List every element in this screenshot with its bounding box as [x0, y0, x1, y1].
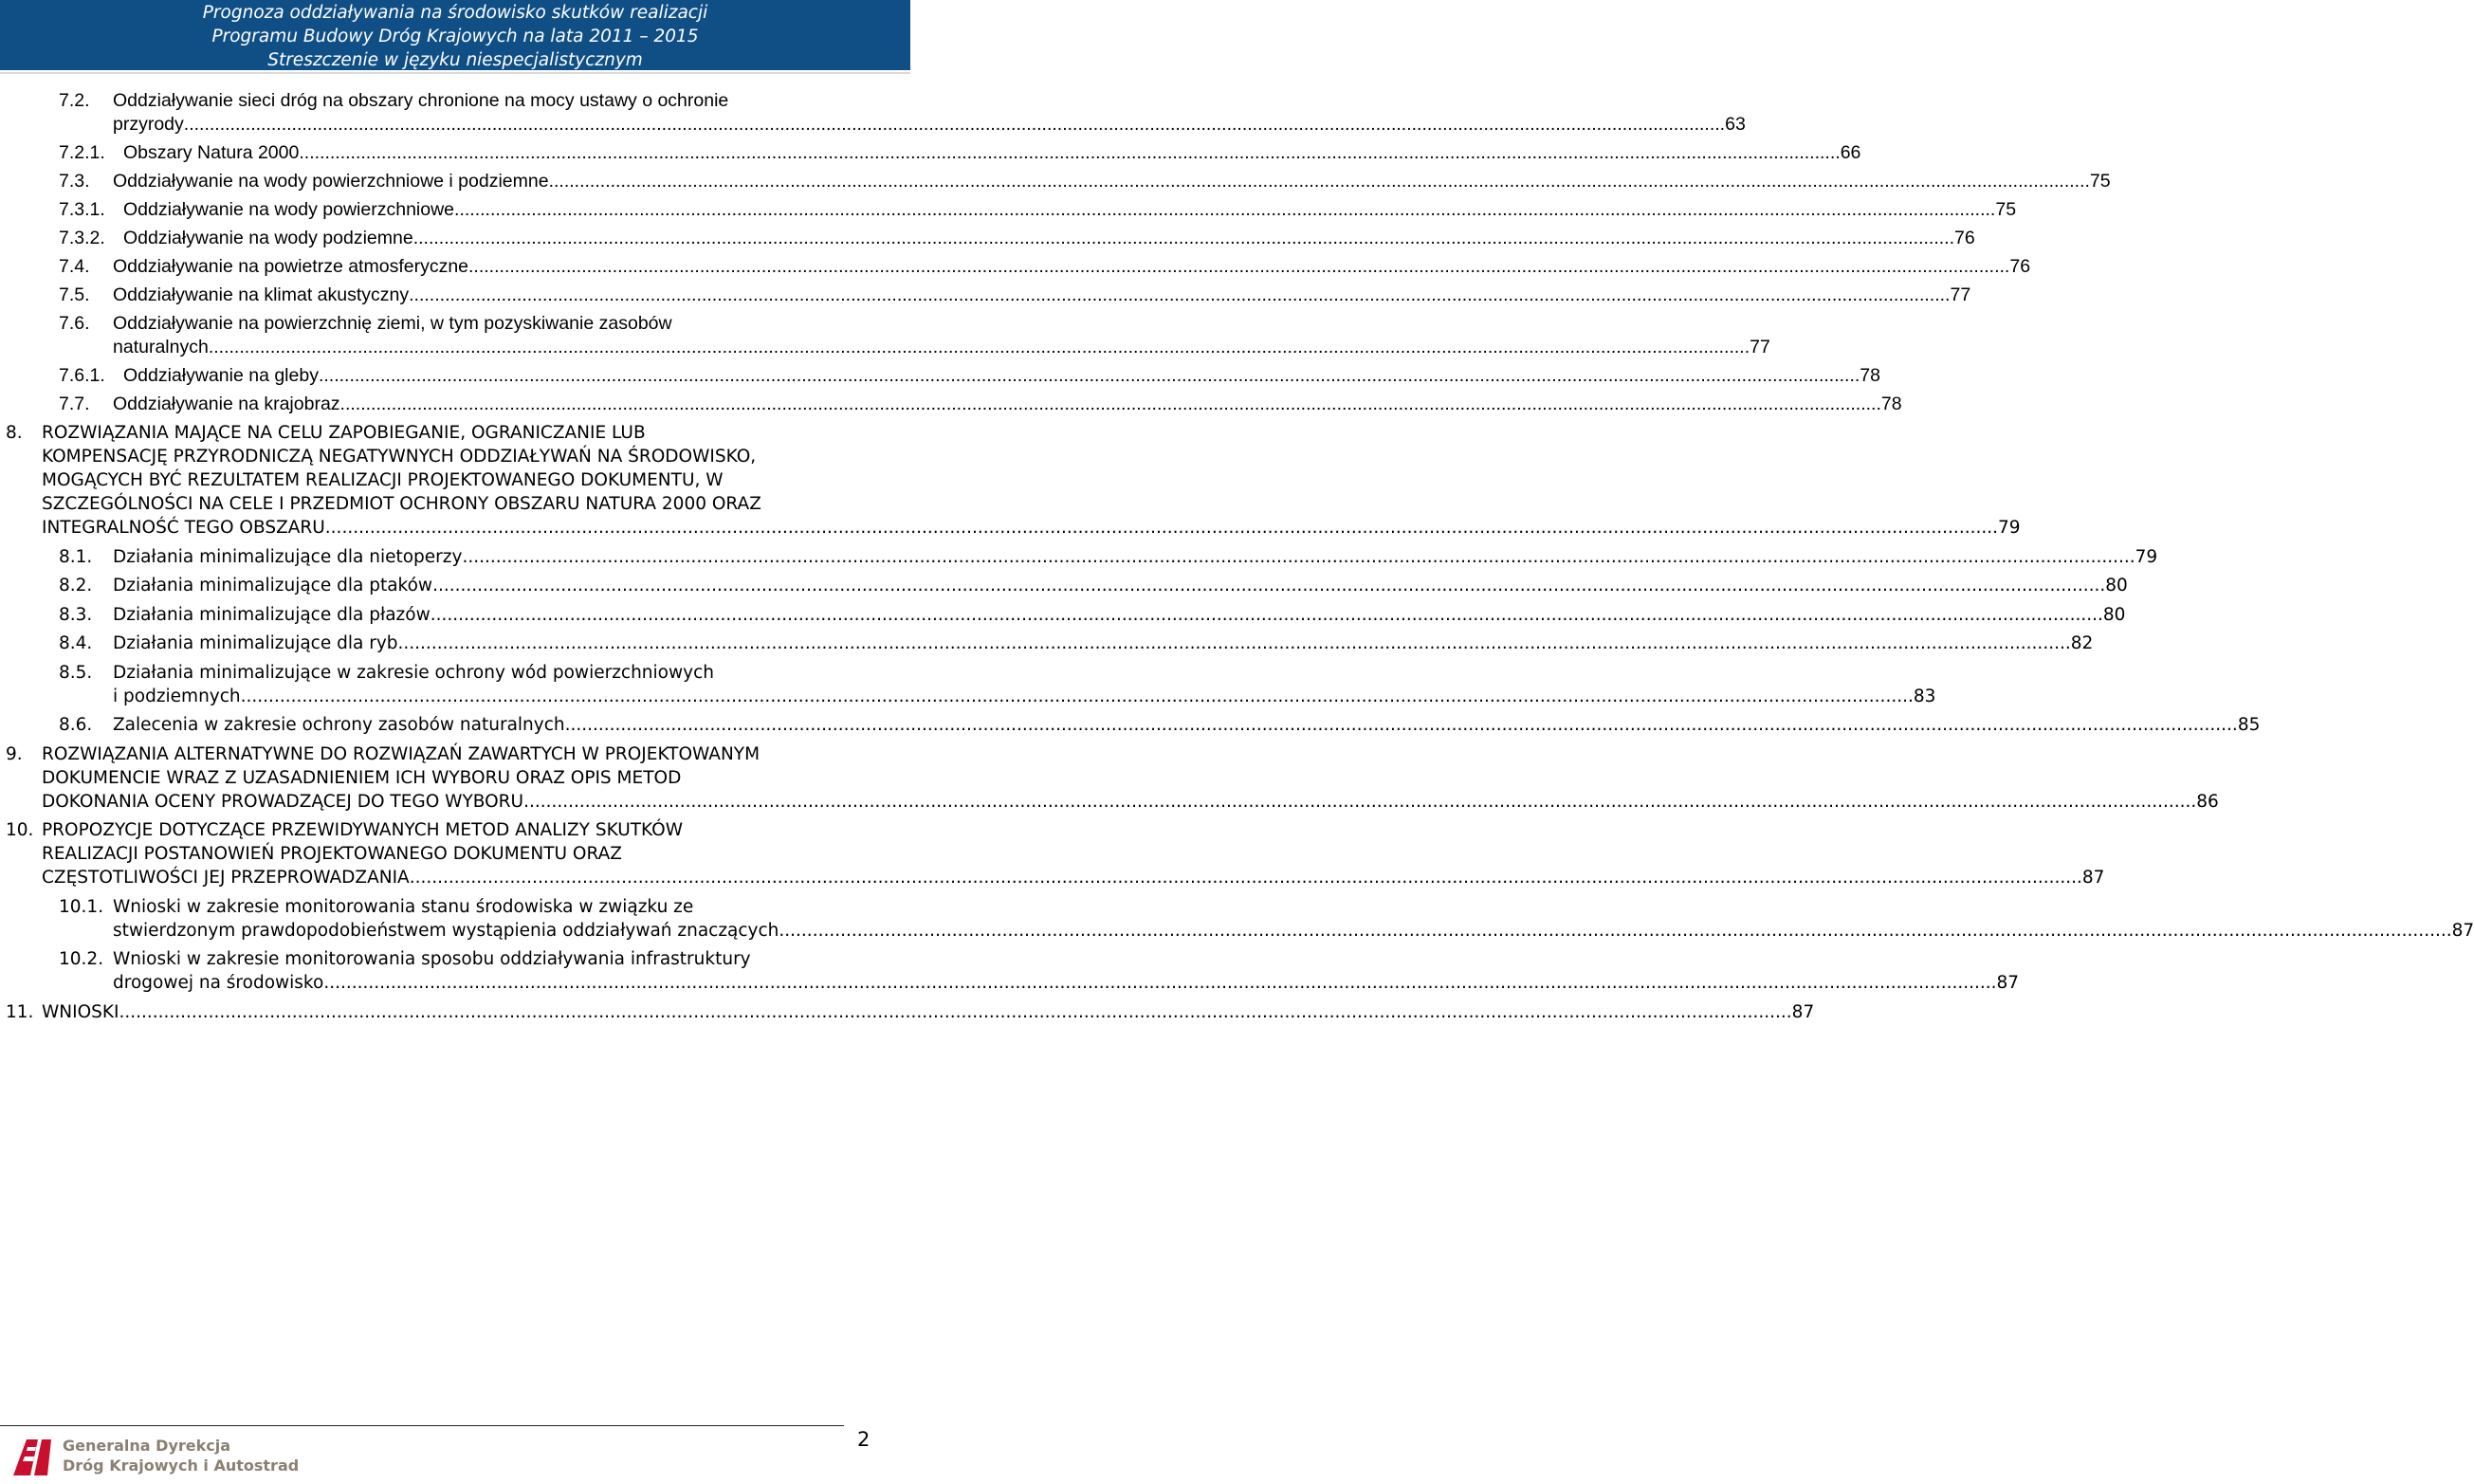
- toc-page-number: 76: [2009, 256, 2031, 277]
- toc-page-number: 79: [2135, 546, 2158, 567]
- toc-entry-title: Oddziaływanie na powietrze atmosferyczne: [113, 256, 469, 277]
- toc-entry-number: 8.4.: [59, 633, 93, 653]
- toc-entry-number: 7.2.1.: [59, 142, 105, 163]
- toc-entry-title: drogowej na środowisko: [113, 973, 324, 993]
- toc-page-number: 87: [1996, 973, 2020, 993]
- toc-entry-title: CZĘSTOTLIWOŚCI JEJ PRZEPROWADZANIA: [42, 868, 410, 888]
- toc-entry-title: SZCZEGÓLNOŚCI NA CELE I PRZEDMIOT OCHRONY OBSZARU NATURA 2000 ORAZ: [42, 494, 761, 514]
- toc-entry-number: 7.2.: [59, 90, 90, 111]
- toc-leader-dots: ............................................................................................................................................................................................................................................................................................................: [432, 576, 2106, 595]
- logo-line-1: Generalna Dyrekcja: [63, 1437, 231, 1455]
- toc-leader-dots: ............................................................................................................................................................................................................................................................................................................: [324, 518, 1998, 538]
- toc-leader-dots: ............................................................................................................................................................................................................................................................................................................: [409, 868, 2082, 888]
- toc-entry-number: 7.6.: [59, 313, 90, 334]
- header-divider: [0, 72, 910, 74]
- toc-entry-title: Wnioski w zakresie monitorowania sposobu oddziaływania infrastruktury: [113, 949, 751, 969]
- toc-leader-dots: ............................................................................................................................................................................................................................................................................................................: [430, 604, 2103, 625]
- toc-entry-title: Działania minimalizujące dla ryb: [113, 633, 398, 653]
- toc-page-number: 66: [1840, 142, 1861, 163]
- toc-entry-title: i podziemnych: [113, 686, 241, 706]
- toc-entry-title: INTEGRALNOŚĆ TEGO OBSZARU: [42, 518, 325, 538]
- toc-entry-number: 8.3.: [59, 604, 93, 625]
- header-title-line-1: Prognoza oddziaływania na środowisko skutków realizacji: [202, 3, 708, 23]
- gddkia-road-icon: [9, 1434, 55, 1479]
- toc-entry-number: 7.6.1.: [59, 365, 105, 386]
- toc-entry-title: Oddziaływanie na gleby: [123, 365, 319, 386]
- toc-leader-dots: ............................................................................................................................................................................................................................................................................................................: [523, 791, 2197, 812]
- toc-page-number: 87: [1791, 1001, 1815, 1022]
- toc-entry-title: Zalecenia w zakresie ochrony zasobów naturalnych: [113, 715, 565, 735]
- toc-entry-number: 7.3.: [59, 171, 90, 192]
- toc-entry-title: DOKONANIA OCENY PROWADZĄCEJ DO TEGO WYBORU: [42, 791, 524, 812]
- toc-entry-title: REALIZACJI POSTANOWIEŃ PROJEKTOWANEGO DOKUMENTU ORAZ: [42, 844, 622, 864]
- toc-entry-number: 9.: [6, 743, 23, 764]
- toc-entry-title: ROZWIĄZANIA ALTERNATYWNE DO ROZWIĄZAŃ ZAWARTYCH W PROJEKTOWANYM: [42, 743, 761, 764]
- toc-entry-title: Działania minimalizujące w zakresie ochrony wód powierzchniowych: [113, 662, 714, 683]
- toc-entry-title: Działania minimalizujące dla nietoperzy: [113, 546, 463, 567]
- toc-leader-dots: ............................................................................................................................................................................................................................................................................................................: [454, 199, 1996, 220]
- toc-leader-dots: ............................................................................................................................................................................................................................................................................................................: [240, 686, 1914, 706]
- toc-entry-number: 8.5.: [59, 662, 93, 683]
- toc-page-number: 77: [1750, 337, 1770, 357]
- document-header: [0, 0, 910, 70]
- toc-entry-title: Działania minimalizujące dla ptaków: [113, 576, 433, 595]
- toc-page-number: 87: [2451, 920, 2474, 941]
- toc-leader-dots: ............................................................................................................................................................................................................................................................................................................: [339, 394, 1881, 414]
- toc-entry-number: 10.: [6, 820, 34, 840]
- toc-entry-title: Oddziaływanie na krajobraz: [113, 394, 340, 414]
- toc-page-number: 79: [1997, 518, 2021, 538]
- toc-leader-dots: ............................................................................................................................................................................................................................................................................................................: [412, 228, 1955, 248]
- toc-entry-title: stwierdzonym prawdopodobieństwem wystąpienia oddziaływań znaczących: [113, 920, 779, 941]
- toc-leader-dots: ............................................................................................................................................................................................................................................................................................................: [564, 715, 2238, 735]
- toc-page-number: 87: [2081, 868, 2105, 888]
- toc-page-number: 78: [1880, 394, 1902, 414]
- toc-page-number: 76: [1954, 228, 1975, 248]
- toc-entry-title: Oddziaływanie na wody powierzchniowe i podziemne: [113, 171, 549, 192]
- toc-page-number: 75: [2089, 171, 2111, 192]
- toc-entry-title: PROPOZYCJE DOTYCZĄCE PRZEWIDYWANYCH METOD ANALIZY SKUTKÓW: [42, 820, 684, 840]
- toc-entry-number: 7.3.2.: [59, 228, 105, 248]
- header-title-line-2: Programu Budowy Dróg Krajowych na lata 2011 – 2015: [211, 27, 699, 46]
- toc-entry-number: 10.1.: [59, 896, 104, 917]
- toc-leader-dots: ............................................................................................................................................................................................................................................................................................................: [397, 633, 2071, 653]
- toc-entry-title: ROZWIĄZANIA MAJĄCE NA CELU ZAPOBIEGANIE, OGRANICZANIE LUB: [42, 423, 646, 443]
- toc-entry-number: 8.2.: [59, 576, 93, 595]
- toc-leader-dots: ............................................................................................................................................................................................................................................................................................................: [299, 142, 1841, 163]
- toc-entry-number: 7.5.: [59, 284, 90, 305]
- toc-leader-dots: ............................................................................................................................................................................................................................................................................................................: [183, 114, 1726, 135]
- toc-entry-title: Oddziaływanie na powierzchnię ziemi, w tym pozyskiwanie zasobów: [113, 313, 672, 334]
- toc-entry-number: 8.1.: [59, 546, 93, 567]
- toc-leader-dots: ............................................................................................................................................................................................................................................................................................................: [468, 256, 2010, 277]
- toc-entry-title: MOGĄCYCH BYĆ REZULTATEM REALIZACJI PROJEKTOWANEGO DOKUMENTU, W: [42, 470, 724, 490]
- toc-entry-number: 7.7.: [59, 394, 90, 414]
- toc-leader-dots: ............................................................................................................................................................................................................................................................................................................: [779, 920, 2452, 941]
- toc-entry-title: przyrody: [113, 114, 184, 135]
- toc-leader-dots: ............................................................................................................................................................................................................................................................................................................: [119, 1001, 1792, 1022]
- toc-page-number: 80: [2102, 604, 2126, 625]
- footer-divider: [0, 1425, 844, 1426]
- toc-entry-title: KOMPENSACJĘ PRZYRODNICZĄ NEGATYWNYCH ODDZIAŁYWAŃ NA ŚRODOWISKO,: [42, 447, 757, 467]
- toc-page-number: 78: [1860, 365, 1880, 386]
- toc-page-number: 63: [1725, 114, 1746, 135]
- toc-page-number: 86: [2196, 791, 2219, 812]
- toc-page-number: 77: [1950, 284, 1971, 305]
- logo-line-2: Dróg Krajowych i Autostrad: [63, 1457, 300, 1475]
- toc-entry-number: 8.: [6, 423, 23, 443]
- toc-leader-dots: ............................................................................................................................................................................................................................................................................................................: [462, 546, 2135, 567]
- gddkia-logo: [9, 1434, 303, 1481]
- toc-page-number: 80: [2105, 576, 2128, 595]
- page-number: 2: [857, 1428, 870, 1451]
- toc-page-number: 75: [1995, 199, 2017, 220]
- toc-entry-number: 7.3.1.: [59, 199, 105, 220]
- toc-leader-dots: ............................................................................................................................................................................................................................................................................................................: [208, 337, 1750, 357]
- toc-entry-title: Działania minimalizujące dla płazów: [113, 604, 431, 625]
- toc-entry-title: Oddziaływanie na klimat akustyczny: [113, 284, 410, 305]
- toc-page-number: 85: [2237, 715, 2261, 735]
- toc-entry-title: Wnioski w zakresie monitorowania stanu środowiska w związku ze: [113, 896, 694, 917]
- toc-entry-number: 8.6.: [59, 715, 93, 735]
- toc-leader-dots: ............................................................................................................................................................................................................................................................................................................: [318, 365, 1860, 386]
- toc-entry-title: Oddziaływanie na wody powierzchniowe: [123, 199, 455, 220]
- toc-entry-title: Oddziaływanie sieci dróg na obszary chronione na mocy ustawy o ochronie: [113, 90, 729, 111]
- toc-page-number: 83: [1913, 686, 1936, 706]
- toc-leader-dots: ............................................................................................................................................................................................................................................................................................................: [409, 284, 1951, 305]
- toc-entry-title: naturalnych: [113, 337, 209, 357]
- toc-entry-title: WNIOSKI: [42, 1001, 119, 1022]
- logo-wordmark: [63, 1436, 299, 1475]
- toc-entry-number: 11.: [6, 1001, 34, 1022]
- header-title-line-3: Streszczenie w języku niespecjalistycznym: [267, 50, 643, 70]
- toc-entry-title: DOKUMENCIE WRAZ Z UZASADNIENIEM ICH WYBORU ORAZ OPIS METOD: [42, 767, 682, 788]
- toc-entry-title: Oddziaływanie na wody podziemne: [123, 228, 413, 248]
- toc-entry-number: 7.4.: [59, 256, 90, 277]
- toc-entry-number: 10.2.: [59, 949, 104, 969]
- toc-entry-title: Obszary Natura 2000: [123, 142, 300, 163]
- toc-leader-dots: ............................................................................................................................................................................................................................................................................................................: [548, 171, 2090, 192]
- toc-page-number: 82: [2070, 633, 2094, 653]
- toc-leader-dots: ............................................................................................................................................................................................................................................................................................................: [323, 973, 1997, 993]
